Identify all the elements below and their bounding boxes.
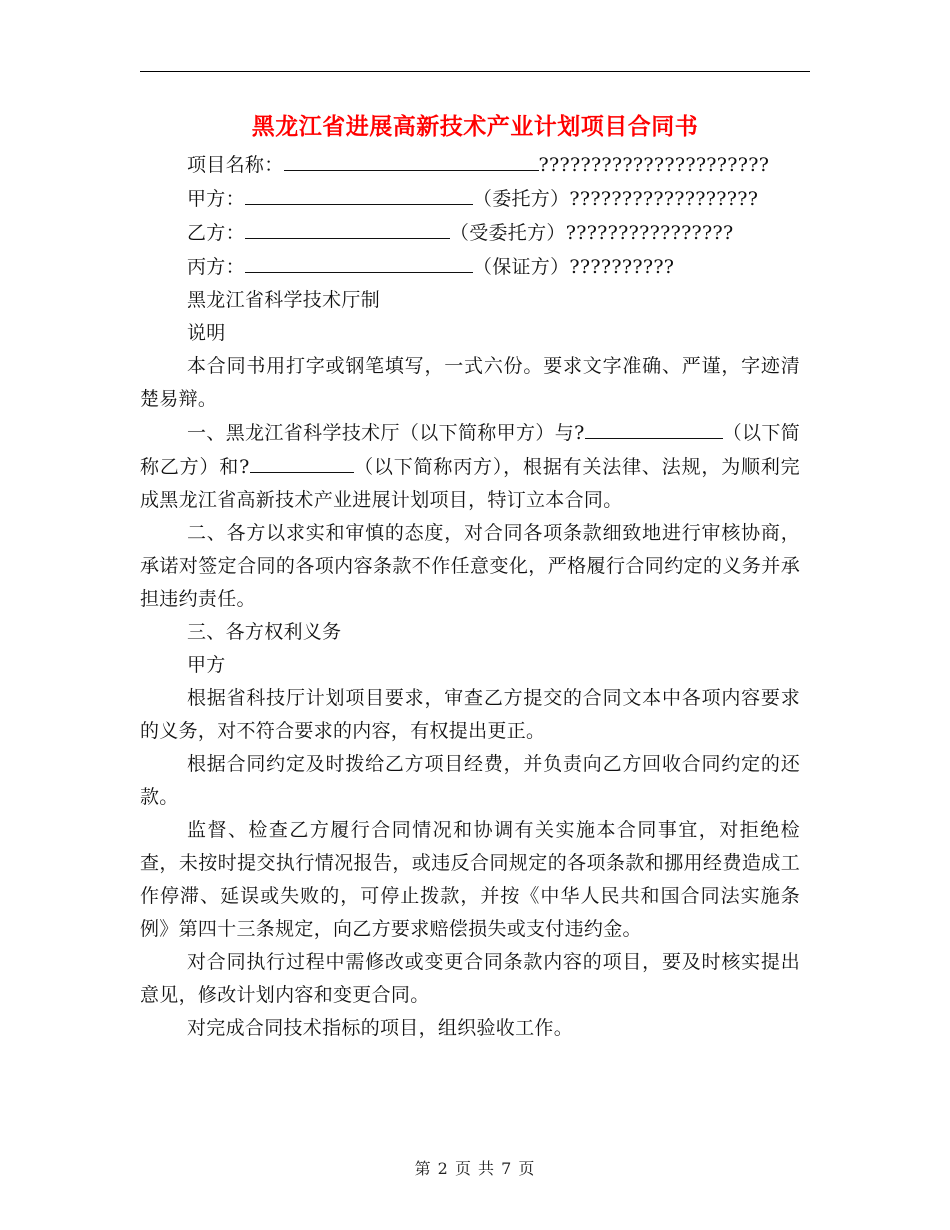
- clause-2: 二、各方以求实和审慎的态度，对合同各项条款细致地进行审核协商，承诺对签定合同的各项内容条款不作任意变化，严格履行合同约定的义务并承担违约责任。: [140, 522, 800, 610]
- field-party-c: 丙方： （保证方）??????????: [140, 250, 800, 284]
- explain-paragraph: 本合同书用打字或钢笔填写，一式六份。要求文字准确、严谨，字迹清楚易辩。: [140, 355, 800, 410]
- project-name-blank[interactable]: [284, 148, 539, 171]
- party-a-item: 对合同执行过程中需修改或变更合同条款内容的项目，要及时核实提出意见，修改计划内容和变更合同。: [140, 951, 800, 1006]
- party-a-item: 对完成合同技术指标的项目，组织验收工作。: [187, 1017, 574, 1039]
- party-b-blank[interactable]: [245, 216, 450, 239]
- field-party-b: 乙方： （受委托方）????????????????: [140, 216, 800, 250]
- document-title: 黑龙江省进展高新技术产业计划项目合同书: [251, 114, 699, 140]
- document-body: [140, 148, 800, 1045]
- clause-1-party-c-blank[interactable]: [250, 450, 354, 473]
- field-project-name: 项目名称： ??????????????????????: [140, 148, 800, 182]
- clause-3-heading: 三、各方权利义务: [187, 621, 342, 643]
- explain-heading: 说明: [187, 322, 226, 344]
- issuer-line: 黑龙江省科学技术厅制: [187, 289, 381, 311]
- party-a-item: 根据合同约定及时拨给乙方项目经费，并负责向乙方回收合同约定的还款。: [140, 753, 800, 808]
- party-a-item: 监督、检查乙方履行合同情况和协调有关实施本合同事宜，对拒绝检查，未按时提交执行情况报告，或违反合同规定的各项条款和挪用经费造成工作停滞、延误或失败的，可停止拨款，并按《中华人民共和国合同法实施条例》第四十三条规定，向乙方要求赔偿损失或支付违约金。: [140, 819, 800, 940]
- page-footer: 第 2 页 共 7 页: [414, 1159, 536, 1178]
- party-a-item: 根据省科技厅计划项目要求，审查乙方提交的合同文本中各项内容要求的义务，对不符合要求的内容，有权提出更正。: [140, 687, 800, 742]
- party-a-blank[interactable]: [245, 182, 473, 205]
- header-rule: [140, 71, 810, 72]
- field-party-a: 甲方： （委托方）??????????????????: [140, 182, 800, 216]
- clause-1: 一、黑龙江省科学技术厅（以下简称甲方）与? （以下简称乙方）和? （以下简称丙方），根据有关法律、法规，为顺利完成黑龙江省高新技术产业进展计划项目，特订立本合同。: [140, 416, 800, 517]
- party-a-heading: 甲方: [187, 654, 226, 676]
- clause-1-party-b-blank[interactable]: [585, 416, 723, 439]
- party-c-blank[interactable]: [245, 250, 473, 273]
